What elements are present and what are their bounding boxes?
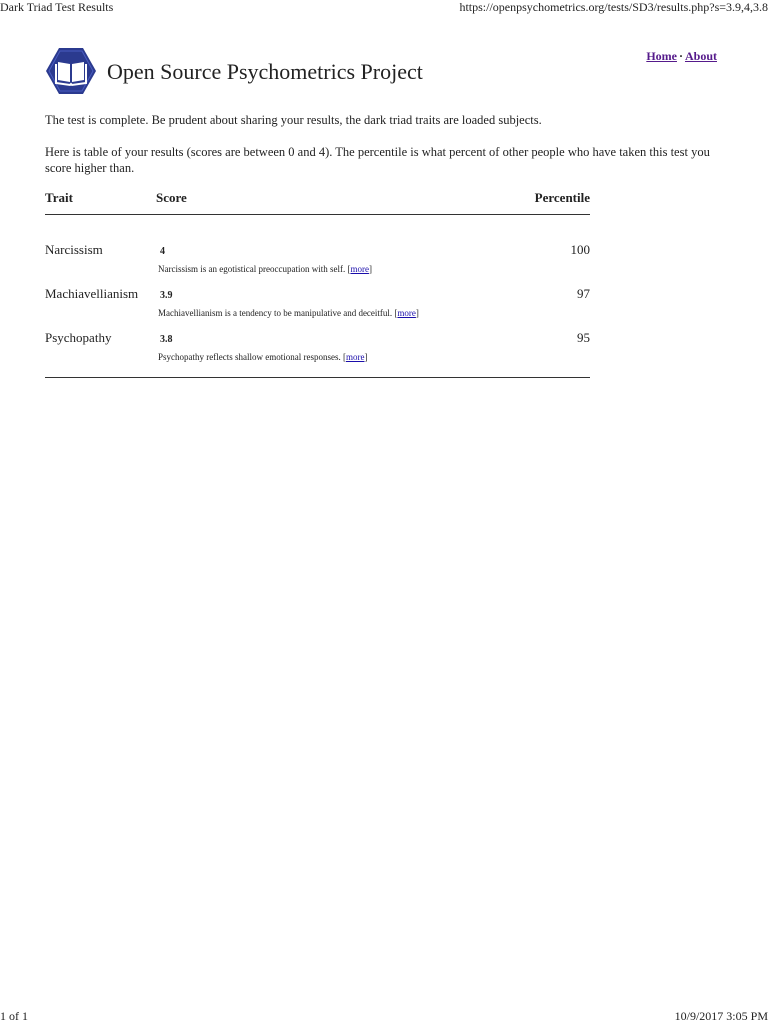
home-link[interactable]: Home — [646, 49, 677, 63]
top-nav — [646, 49, 717, 64]
about-link[interactable]: About — [684, 49, 717, 63]
header-trait: Trait — [45, 190, 73, 205]
trait-description — [158, 308, 419, 318]
score-value: 3.8 — [160, 334, 173, 345]
trait-description — [158, 352, 367, 362]
more-link[interactable]: more — [397, 308, 416, 318]
nav-separator: · — [678, 49, 683, 63]
results-explanation: Here is table of your results (scores are between 0 and 4). The percentile is what percent of other people who have taken this test you score higher than. — [45, 145, 710, 175]
table-row — [45, 330, 590, 374]
trait-name: Psychopathy — [45, 330, 112, 345]
header-score: Score — [156, 190, 187, 205]
more-bracket-close: ] — [364, 352, 368, 362]
trait-name: Narcissism — [45, 242, 103, 257]
table-row — [45, 242, 590, 286]
percentile-value: 95 — [577, 330, 590, 345]
site-header — [45, 44, 717, 98]
print-header-url: https://openpsychometrics.org/tests/SD3/results.php?s=3.9,4,3.8 — [459, 0, 768, 14]
percentile-value: 97 — [577, 286, 590, 301]
trait-name: Machiavellianism — [45, 286, 139, 301]
more-bracket-open: [ — [347, 264, 351, 274]
site-title: Open Source Psychometrics Project — [107, 59, 423, 84]
more-link[interactable]: more — [345, 352, 365, 362]
description-text: Machiavellianism is a tendency to be manipulative and deceitful. — [158, 308, 393, 318]
book-hexagon-icon[interactable] — [45, 47, 97, 95]
score-value: 4 — [160, 246, 165, 257]
header-percentile: Percentile — [534, 190, 590, 205]
percentile-value: 100 — [570, 242, 590, 257]
description-text: Psychopathy reflects shallow emotional responses. — [158, 352, 341, 362]
table-row — [45, 286, 590, 330]
more-bracket-close: ] — [368, 264, 372, 274]
more-link[interactable]: more — [350, 264, 369, 274]
print-footer-datetime: 10/9/2017 3:05 PM — [674, 1009, 768, 1023]
table-bottom-divider — [45, 377, 590, 378]
print-footer-page: 1 of 1 — [0, 1009, 28, 1023]
print-header-title: Dark Triad Test Results — [0, 0, 114, 14]
more-bracket-open: [ — [394, 308, 398, 318]
score-value: 3.9 — [160, 290, 173, 301]
more-bracket-close: ] — [415, 308, 419, 318]
more-bracket-open: [ — [342, 352, 346, 362]
trait-description — [158, 264, 372, 274]
description-text: Narcissism is an egotistical preoccupation with self. — [158, 264, 346, 274]
table-header-divider — [45, 214, 590, 215]
completion-message: The test is complete. Be prudent about sharing your results, the dark triad traits are loaded subjects. — [45, 113, 542, 127]
